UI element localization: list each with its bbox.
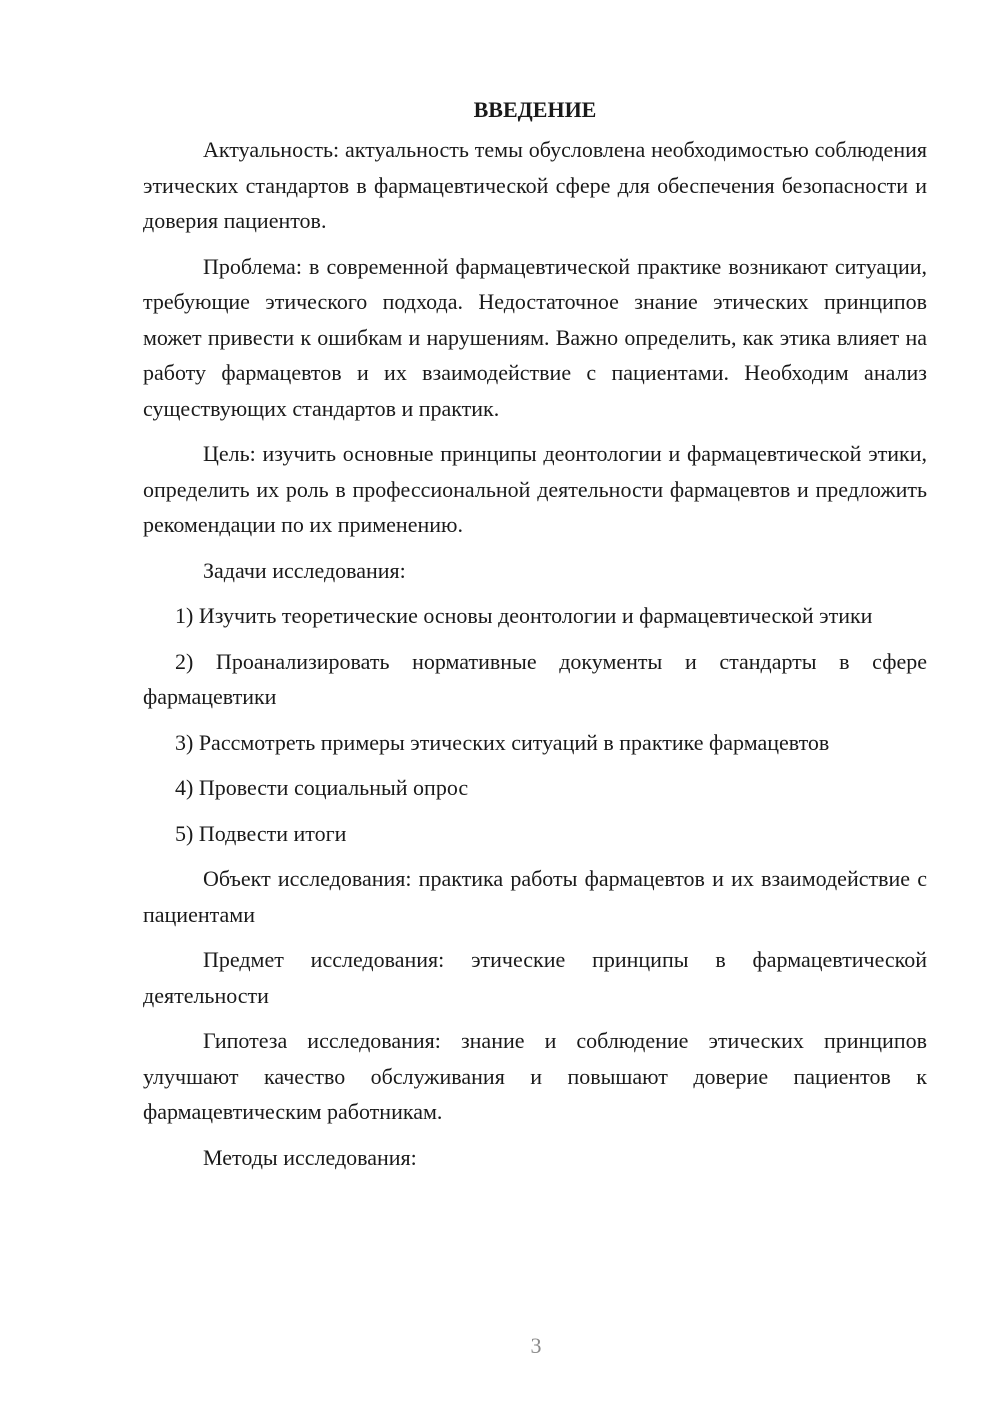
page-number: 3 [530,1333,542,1358]
hypothesis-paragraph: Гипотеза исследования: знание и соблюдение этических принципов улучшают качество обслуживания и повышают доверие пациентов к фармацевтическим работникам. [143,1028,927,1124]
task-item-5: 5) Подвести итоги [175,820,347,846]
methods-heading: Методы исследования: [203,1144,417,1170]
relevance-paragraph: Актуальность: актуальность темы обусловлена необходимостью соблюдения этических стандартов в фармацевтической сфере для обеспечения безопасности и доверия пациентов. [143,137,927,233]
tasks-heading: Задачи исследования: [203,557,406,583]
task-item-3: 3) Рассмотреть примеры этических ситуаций в практике фармацевтов [175,729,830,755]
section-heading: ВВЕДЕНИЕ [473,97,597,122]
subject-paragraph: Предмет исследования: этические принципы в фармацевтической деятельности [143,947,927,1008]
problem-paragraph: Проблема: в современной фармацевтической практике возникают ситуации, требующие этического подхода. Недостаточное знание этических принципов может привести к ошибкам и нарушениям. Важно определить, как этика влияет на работу фармацевтов и их взаимодействие с пациентами. Необходим анализ существующих стандартов и практик. [143,253,927,421]
task-item-4: 4) Провести социальный опрос [175,775,469,800]
goal-paragraph: Цель: изучить основные принципы деонтологии и фармацевтической этики, определить их роль в профессиональной деятельности фармацевтов и предложить рекомендации по их применению. [143,441,927,537]
task-item-1: 1) Изучить теоретические основы деонтологии и фармацевтической этики [175,603,873,628]
page-content [143,92,927,1185]
object-paragraph: Объект исследования: практика работы фармацевтов и их взаимодействие с пациентами [143,866,927,927]
task-item-2: 2) Проанализировать нормативные документы и стандарты в сфере фармацевтики [143,648,927,709]
